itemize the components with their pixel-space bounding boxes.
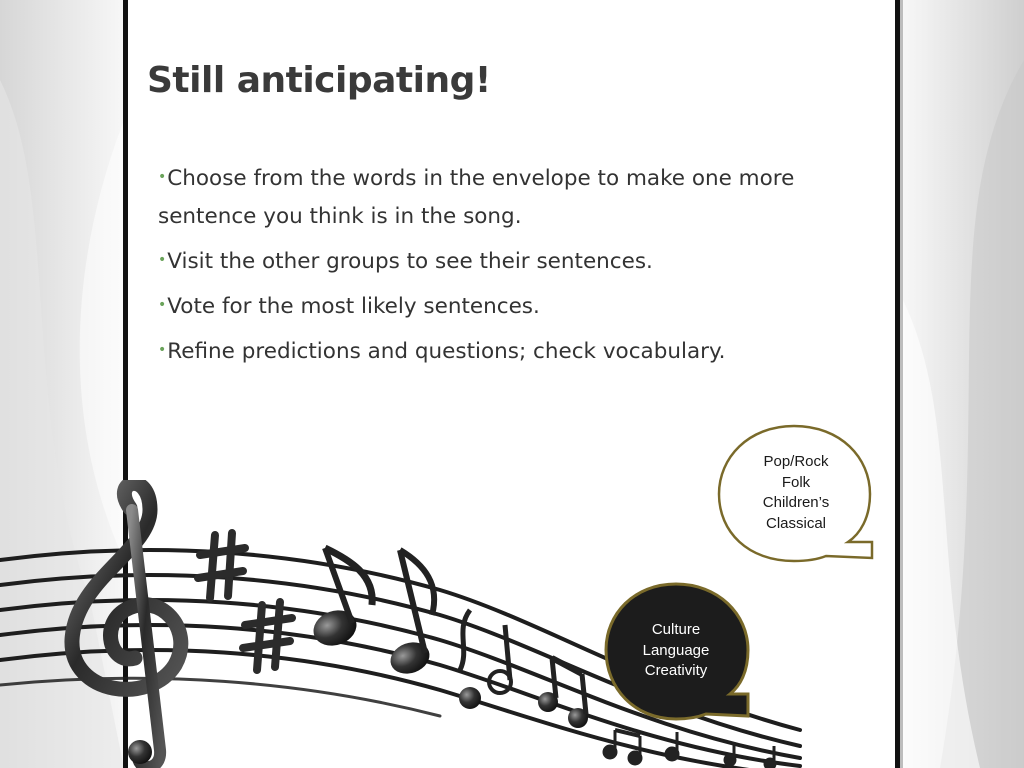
slide-title: Still anticipating! [147,60,491,101]
bullet-text: Choose from the words in the envelope to make one more sentence you think is in the song. [158,166,795,229]
genre-list [716,452,876,534]
theme-label: Culture [651,621,701,638]
theme-label: Creativity [644,662,708,679]
bullet-marker: • [158,252,167,268]
sharp-sign-icon [198,533,245,598]
theme-speech-bubble [602,580,754,722]
bullet-text: Refine predictions and questions; check vocabulary. [167,339,726,364]
eighth-note-icon [309,548,435,679]
genre-label: Pop/Rock [763,453,829,470]
bullet-item [158,286,858,326]
bullet-item [158,241,858,281]
bullet-marker: • [158,297,167,313]
bullet-text: Visit the other groups to see their sentences. [167,249,653,274]
bullet-marker: • [158,342,167,358]
genre-speech-bubble [716,422,880,564]
theme-label: Language [642,641,710,659]
genre-label: Children’s [762,494,830,511]
bullet-marker: • [158,169,167,185]
bullet-item [158,331,858,371]
theme-list [602,620,750,682]
genre-label: Folk [781,473,811,491]
bullet-item [158,158,858,236]
bullet-text: Vote for the most likely sentences. [167,294,540,319]
genre-label: Classical [765,514,826,532]
bullet-list [158,158,858,376]
slide-frame-right-shadow [900,0,903,768]
